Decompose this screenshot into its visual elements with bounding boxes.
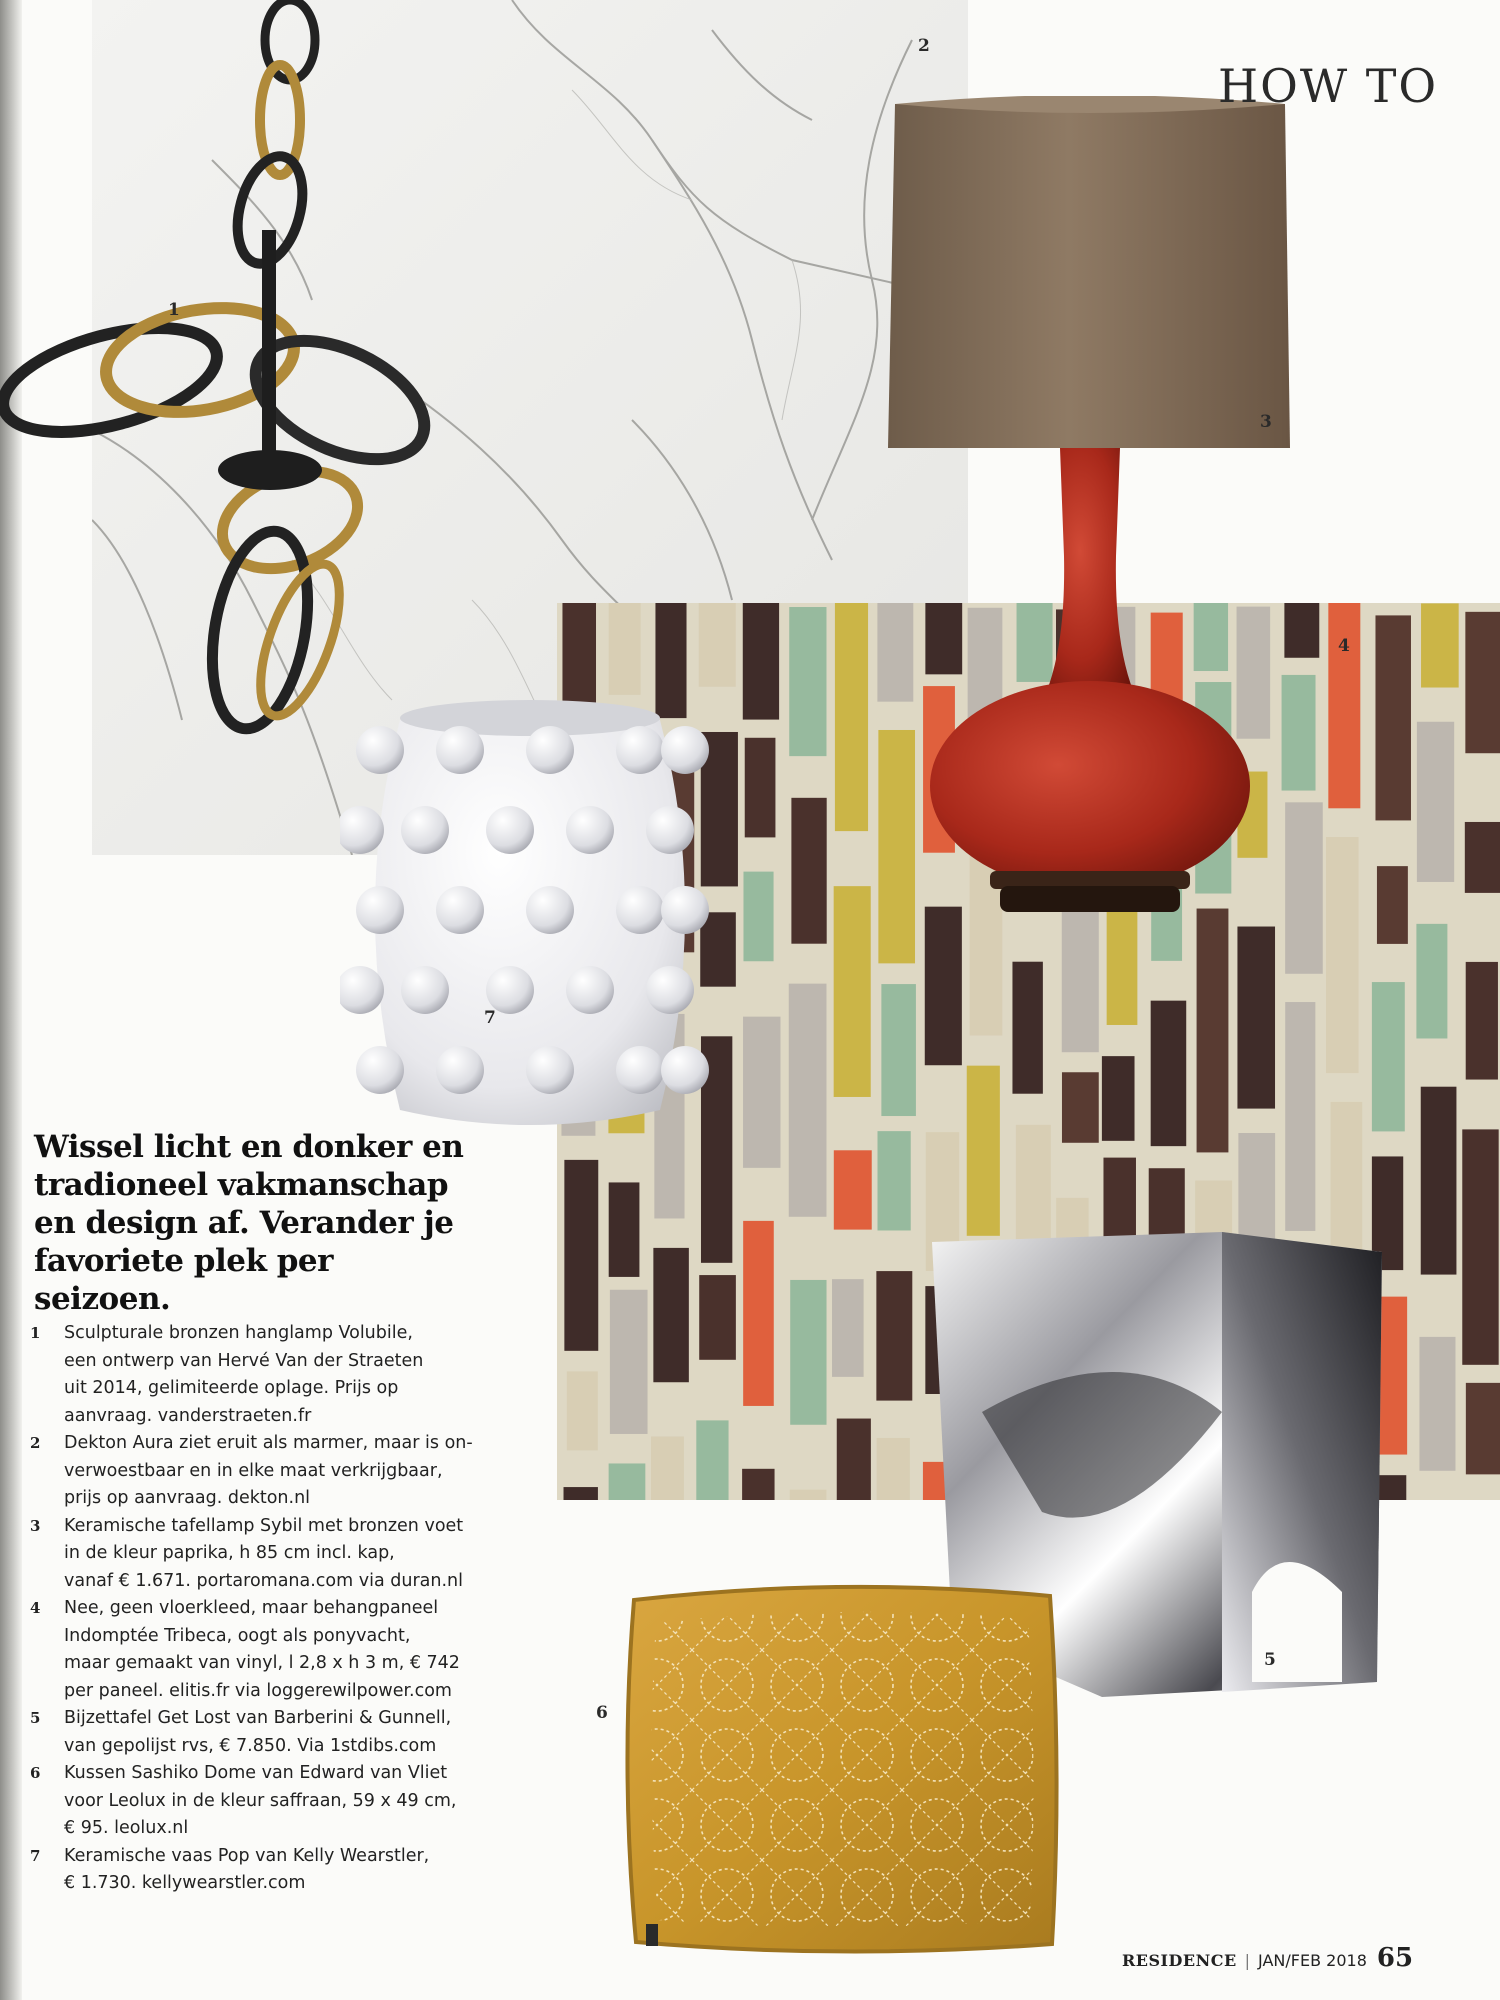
- caption-line: een ontwerp van Hervé Van der Straeten: [64, 1350, 424, 1371]
- caption-line: Nee, geen vloerkleed, maar behangpaneel: [64, 1598, 439, 1618]
- vase-bump: [356, 726, 404, 774]
- caption-line: € 1.730. kellywearstler.com: [64, 1873, 306, 1893]
- caption-number: 6: [30, 1764, 41, 1782]
- caption-line: Bijzettafel Get Lost van Barberini & Gunnell,: [64, 1708, 452, 1728]
- vase-bump: [436, 726, 484, 774]
- wallpaper-stripe: [834, 1150, 872, 1229]
- caption-number: 4: [30, 1599, 41, 1617]
- vase-bump: [436, 1046, 484, 1094]
- vase-bump: [661, 886, 709, 934]
- vase-bump: [661, 726, 709, 774]
- issue-date: JAN/FEB 2018: [1258, 1951, 1367, 1970]
- vase-bump: [356, 1046, 404, 1094]
- wallpaper-stripe: [1012, 962, 1042, 1094]
- vase-bump: [566, 966, 614, 1014]
- wallpaper-stripe: [789, 607, 826, 756]
- caption-item: [30, 1430, 490, 1513]
- wallpaper-stripe: [835, 603, 868, 831]
- wallpaper-stripe: [1285, 1002, 1315, 1231]
- vase-image: [340, 690, 720, 1140]
- wallpaper-stripe: [1417, 722, 1454, 882]
- wallpaper-stripe: [1375, 615, 1410, 820]
- section-title: HOW TO: [1218, 58, 1439, 113]
- vase-bump: [401, 966, 449, 1014]
- headline: [34, 1128, 474, 1318]
- product-number-1: 1: [168, 300, 180, 320]
- page-number: 65: [1376, 1943, 1414, 1973]
- caption-item: [30, 1705, 490, 1760]
- wallpaper-stripe: [1465, 612, 1500, 753]
- vase-bump: [526, 886, 574, 934]
- wallpaper-stripe: [832, 1279, 864, 1377]
- caption-line: uit 2014, gelimiteerde oplage. Prijs op: [64, 1378, 399, 1398]
- vase-bump: [436, 886, 484, 934]
- caption-line: maar gemaakt van vinyl, l 2,8 x h 3 m, € 742: [64, 1653, 460, 1673]
- vase-bump: [340, 966, 384, 1014]
- caption-line: Sculpturale bronzen hanglamp Volubile,: [64, 1323, 413, 1343]
- wallpaper-stripe: [1465, 822, 1500, 893]
- wallpaper-stripe: [696, 1420, 728, 1500]
- wallpaper-stripe: [1421, 603, 1459, 687]
- wallpaper-stripe: [1421, 1087, 1457, 1275]
- caption-number: 7: [30, 1846, 41, 1865]
- wallpaper-stripe: [1062, 1072, 1099, 1143]
- caption-line: Dekton Aura ziet eruit als marmer, maar is on-: [64, 1433, 473, 1453]
- wallpaper-stripe: [1416, 924, 1447, 1039]
- headline-line: en design af. Verander je: [34, 1205, 454, 1241]
- footer-separator: |: [1244, 1951, 1251, 1970]
- headline-line: favoriete plek per seizoen.: [34, 1243, 333, 1317]
- wallpaper-stripe: [790, 1490, 827, 1500]
- product-number-2: 2: [918, 36, 930, 56]
- magazine-name: RESIDENCE: [1122, 1951, 1237, 1970]
- wallpaper-stripe: [1466, 962, 1498, 1080]
- wallpaper-stripe: [1197, 909, 1229, 1153]
- page-footer: [1122, 1943, 1413, 1973]
- vase-bump: [486, 966, 534, 1014]
- wallpaper-stripe: [564, 1160, 598, 1351]
- caption-line: Indomptée Tribeca, oogt als ponyvacht,: [64, 1625, 411, 1646]
- wallpaper-stripe: [967, 1066, 1000, 1236]
- caption-line: Keramische vaas Pop van Kelly Wearstler,: [64, 1845, 430, 1866]
- caption-line: verwoestbaar en in elke maat verkrijgbaar,: [64, 1460, 443, 1481]
- vase-bump: [646, 966, 694, 1014]
- wallpaper-stripe: [743, 872, 773, 962]
- wallpaper-stripe: [877, 1438, 910, 1500]
- wallpaper-stripe: [743, 1221, 774, 1406]
- wallpaper-stripe: [609, 1182, 640, 1276]
- vase-bump: [661, 1046, 709, 1094]
- wallpaper-stripe: [1377, 866, 1408, 944]
- caption-line: per paneel. elitis.fr via loggerewilpower.com: [64, 1680, 452, 1701]
- vase-bump: [526, 1046, 574, 1094]
- caption-item: [30, 1595, 490, 1705]
- wallpaper-stripe: [609, 603, 641, 695]
- wallpaper-stripe: [743, 603, 779, 720]
- caption-line: Keramische tafellamp Sybil met bronzen voet: [64, 1515, 464, 1536]
- wallpaper-stripe: [699, 603, 736, 687]
- caption-line: Kussen Sashiko Dome van Edward van Vliet: [64, 1763, 448, 1783]
- caption-item: [30, 1760, 490, 1843]
- wallpaper-stripe: [790, 1280, 826, 1425]
- product-number-4: 4: [1338, 636, 1350, 656]
- vase-bump: [646, 806, 694, 854]
- vase-bump: [340, 806, 384, 854]
- wallpaper-stripe: [1326, 837, 1359, 1073]
- caption-line: van gepolijst rvs, € 7.850. Via 1stdibs.com: [64, 1735, 437, 1756]
- product-number-3: 3: [1260, 412, 1272, 432]
- caption-list: [30, 1320, 490, 1898]
- wallpaper-stripe: [789, 984, 827, 1217]
- wallpaper-stripe: [609, 1463, 646, 1500]
- caption-item: [30, 1513, 490, 1596]
- caption-item: [30, 1843, 490, 1898]
- wallpaper-stripe: [837, 1419, 871, 1500]
- vase-bump: [566, 806, 614, 854]
- wallpaper-stripe: [1466, 1383, 1500, 1474]
- wallpaper-stripe: [564, 1487, 598, 1500]
- caption-line: in de kleur paprika, h 85 cm incl. kap,: [64, 1543, 395, 1563]
- wallpaper-stripe: [745, 738, 776, 838]
- wallpaper-stripe: [1102, 1056, 1135, 1141]
- caption-line: aanvraag. vanderstraeten.fr: [64, 1405, 312, 1426]
- product-number-6: 6: [596, 1703, 608, 1723]
- wallpaper-stripe: [651, 1436, 684, 1500]
- caption-line: voor Leolux in de kleur saffraan, 59 x 49 cm,: [64, 1790, 457, 1811]
- vase-bump: [401, 806, 449, 854]
- hanging-lamp-image: [0, 0, 520, 760]
- caption-line: € 95. leolux.nl: [64, 1818, 189, 1838]
- wallpaper-stripe: [610, 1290, 648, 1434]
- wallpaper-stripe: [1462, 1129, 1498, 1364]
- caption-line: vanaf € 1.671. portaromana.com via duran.nl: [64, 1570, 463, 1591]
- vase-bump: [616, 1046, 664, 1094]
- cushion-image: [622, 1580, 1062, 1958]
- wallpaper-stripe: [925, 907, 962, 1066]
- wallpaper-stripe: [1328, 603, 1360, 808]
- wallpaper-stripe: [1062, 904, 1099, 1052]
- caption-number: 5: [30, 1709, 41, 1727]
- wallpaper-stripe: [834, 886, 871, 1097]
- caption-number: 1: [30, 1324, 41, 1342]
- caption-line: prijs op aanvraag. dekton.nl: [64, 1488, 311, 1508]
- vase-bump: [356, 886, 404, 934]
- caption-number: 3: [30, 1516, 41, 1535]
- caption-item: [30, 1320, 490, 1430]
- wallpaper-stripe: [1419, 1337, 1455, 1471]
- wallpaper-stripe: [743, 1017, 780, 1168]
- product-number-5: 5: [1264, 1650, 1276, 1670]
- wallpaper-stripe: [653, 1248, 688, 1382]
- vase-bump: [616, 726, 664, 774]
- vase-bump: [486, 806, 534, 854]
- wallpaper-stripe: [881, 984, 916, 1116]
- wallpaper-stripe: [791, 798, 826, 944]
- wallpaper-stripe: [876, 1271, 912, 1401]
- wallpaper-stripe: [567, 1371, 598, 1450]
- vase-bump: [526, 726, 574, 774]
- wallpaper-stripe: [1237, 927, 1275, 1109]
- caption-number: 2: [30, 1434, 41, 1452]
- wallpaper-stripe: [742, 1469, 774, 1500]
- headline-line: Wissel licht en donker en: [34, 1129, 464, 1165]
- vase-bump: [616, 886, 664, 934]
- product-number-7: 7: [484, 1008, 496, 1028]
- headline-line: tradioneel vakmanschap: [34, 1167, 449, 1203]
- wallpaper-stripe: [699, 1275, 736, 1360]
- wallpaper-stripe: [1372, 982, 1405, 1131]
- wallpaper-stripe: [1151, 1001, 1187, 1146]
- wallpaper-stripe: [878, 1131, 911, 1230]
- table-lamp-image: [880, 96, 1300, 916]
